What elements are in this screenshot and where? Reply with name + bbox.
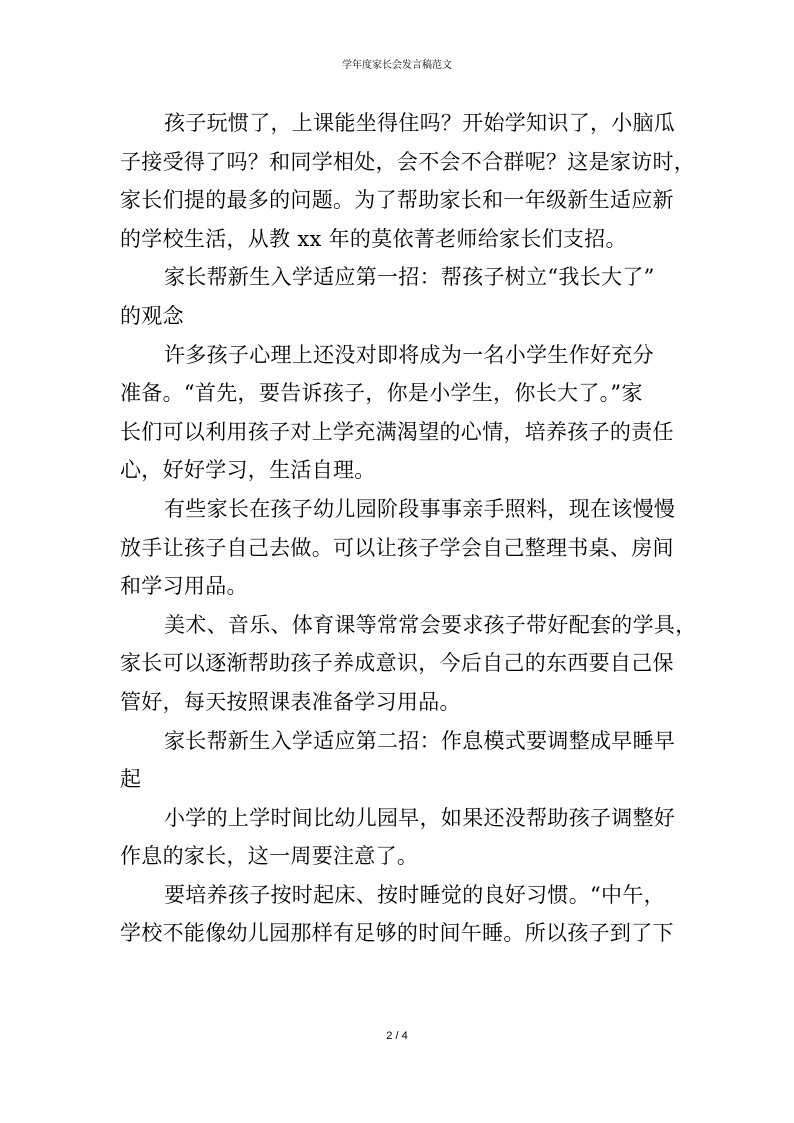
paragraph-line: 子接受得了吗？和同学相处，会不会不合群呢？这是家访时， [120, 149, 696, 174]
paragraph-line: 孩子玩惯了，上课能坐得住吗？开始学知识了，小脑瓜 [164, 111, 676, 135]
paragraph-line: 准备。“首先，要告诉孩子，你是小学生，你长大了。”家 [120, 381, 643, 406]
paragraph-line: 要培养孩子按时起床、按时睡觉的良好习惯。“中午， [164, 882, 665, 907]
paragraph-line: 家长们提的最多的问题。为了帮助家长和一年级新生适应新 [120, 188, 674, 213]
page-header-title: 学年度家长会发言稿范文 [342, 60, 452, 71]
section-heading-line: 起 [120, 767, 142, 792]
section-heading-line: 家长帮新生入学适应第二招：作息模式要调整成早睡早 [164, 728, 676, 753]
paragraph-line: 心，好好学习，生活自理。 [120, 458, 376, 483]
paragraph-line: 许多孩子心理上还没对即将成为一名小学生作好充分 [164, 342, 654, 367]
paragraph-line: 有些家长在孩子幼儿园阶段事事亲手照料，现在该慢慢 [164, 496, 676, 521]
page-number: 2 / 4 [386, 1030, 408, 1042]
paragraph-line: 管好，每天按照课表准备学习用品。 [120, 689, 461, 714]
section-heading-line: 家长帮新生入学适应第一招：帮孩子树立“我长大了” [164, 265, 655, 290]
paragraph-line: 和学习用品。 [120, 574, 248, 599]
paragraph-line: 作息的家长，这一周要注意了。 [120, 844, 419, 869]
paragraph-line: 的学校生活，从教 xx 年的莫依菁老师给家长们支招。 [120, 226, 627, 251]
section-heading-line: 的观念 [120, 303, 184, 328]
paragraph-line: 家长可以逐渐帮助孩子养成意识，今后自己的东西要自己保 [120, 651, 674, 676]
paragraph-line: 美术、音乐、体育课等常常会要求孩子带好配套的学具， [164, 612, 697, 637]
paragraph-line: 小学的上学时间比幼儿园早，如果还没帮助孩子调整好 [164, 805, 676, 830]
document-body [120, 104, 697, 953]
paragraph-line: 学校不能像幼儿园那样有足够的时间午睡。所以孩子到了下 [120, 921, 674, 946]
paragraph-line: 放手让孩子自己去做。可以让孩子学会自己整理书桌、房间 [120, 535, 674, 560]
paragraph-line: 长们可以利用孩子对上学充满渴望的心情，培养孩子的责任 [120, 419, 674, 444]
